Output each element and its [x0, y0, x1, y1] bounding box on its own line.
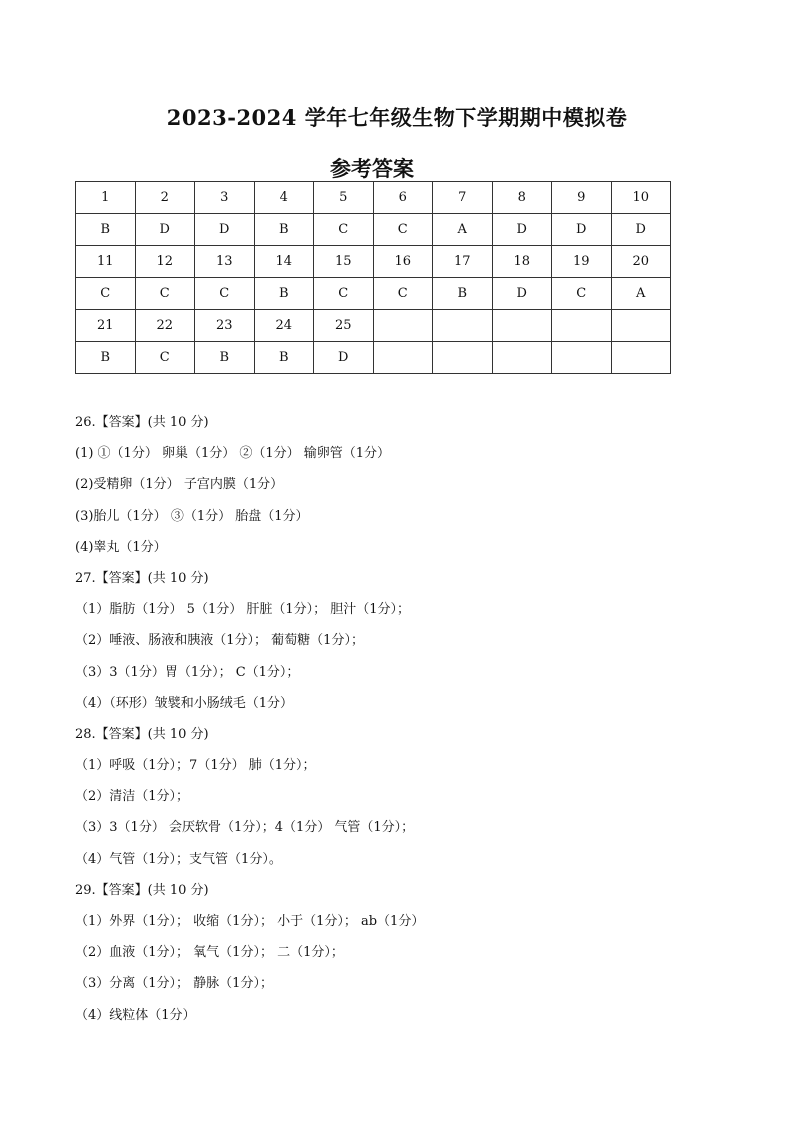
- answer-line: （4）气管（1分）；支气管（1分）。: [75, 851, 282, 867]
- table-cell: 6: [373, 182, 433, 214]
- table-cell: 13: [195, 246, 255, 278]
- table-cell: [433, 342, 493, 374]
- question-heading: 29.【答案】(共 10 分): [75, 882, 209, 898]
- answer-line: （2）清洁（1分）；: [75, 789, 190, 805]
- table-cell: 1: [76, 182, 136, 214]
- table-cell: [433, 310, 493, 342]
- table-cell: B: [433, 278, 493, 310]
- table-cell: 10: [611, 182, 671, 214]
- table-cell: 17: [433, 246, 493, 278]
- table-cell: 11: [76, 246, 136, 278]
- question-heading: 28.【答案】(共 10 分): [75, 726, 209, 742]
- table-cell: 9: [552, 182, 612, 214]
- table-row: [76, 342, 671, 374]
- table-cell: [611, 342, 671, 374]
- table-cell: D: [135, 214, 195, 246]
- table-cell: D: [611, 214, 671, 246]
- answer-line: （2）唾液、肠液和胰液（1分）； 葡萄糖（1分）；: [75, 633, 364, 649]
- table-cell: 12: [135, 246, 195, 278]
- table-cell: 14: [254, 246, 314, 278]
- table-cell: C: [552, 278, 612, 310]
- question-heading: 27.【答案】(共 10 分): [75, 570, 209, 586]
- table-cell: C: [195, 278, 255, 310]
- answer-explanations: [75, 407, 735, 1031]
- table-cell: C: [314, 214, 374, 246]
- table-cell: 20: [611, 246, 671, 278]
- table-cell: 15: [314, 246, 374, 278]
- table-cell: B: [76, 342, 136, 374]
- table-cell: D: [314, 342, 374, 374]
- table-row: [76, 246, 671, 278]
- answer-table: [75, 181, 671, 374]
- answer-line: （4）（环形）皱襞和小肠绒毛（1分）: [75, 695, 294, 711]
- table-cell: 4: [254, 182, 314, 214]
- table-cell: D: [195, 214, 255, 246]
- answer-line: （1）呼吸（1分）；7（1分） 肺（1分）；: [75, 758, 316, 774]
- table-cell: 22: [135, 310, 195, 342]
- table-cell: [611, 310, 671, 342]
- page-subtitle: 参考答案: [330, 156, 414, 181]
- question-heading: 26.【答案】(共 10 分): [75, 415, 209, 430]
- table-cell: C: [373, 278, 433, 310]
- answer-line: (4)睾丸（1分）: [75, 539, 167, 555]
- table-cell: 21: [76, 310, 136, 342]
- table-cell: 8: [492, 182, 552, 214]
- table-cell: B: [254, 342, 314, 374]
- table-cell: B: [254, 214, 314, 246]
- table-cell: [492, 342, 552, 374]
- table-cell: 2: [135, 182, 195, 214]
- answer-line: （3）3（1分） 会厌软骨（1分）；4（1分） 气管（1分）；: [75, 820, 415, 836]
- answer-line: (2)受精卵（1分） 子宫内膜（1分）: [75, 477, 284, 493]
- answer-line: (1) ①（1分） 卵巢（1分） ②（1分） 输卵管（1分）: [75, 446, 391, 462]
- answer-line: （4）线粒体（1分）: [75, 1007, 196, 1023]
- table-cell: B: [254, 278, 314, 310]
- table-row: [76, 278, 671, 310]
- table-row: [76, 310, 671, 342]
- table-cell: [492, 310, 552, 342]
- table-cell: C: [135, 278, 195, 310]
- page-title: 2023-2024 学年七年级生物下学期期中模拟卷: [166, 105, 628, 130]
- answer-line: （3）分离（1分）； 静脉（1分）；: [75, 976, 273, 992]
- answer-line: （1）脂肪（1分） 5（1分） 肝脏（1分）； 胆汁（1分）；: [75, 602, 411, 618]
- table-cell: 7: [433, 182, 493, 214]
- table-cell: C: [373, 214, 433, 246]
- table-cell: B: [195, 342, 255, 374]
- table-row: [76, 182, 671, 214]
- table-cell: 24: [254, 310, 314, 342]
- table-cell: 3: [195, 182, 255, 214]
- table-cell: 5: [314, 182, 374, 214]
- table-cell: D: [552, 214, 612, 246]
- table-cell: C: [314, 278, 374, 310]
- table-cell: [552, 310, 612, 342]
- table-cell: D: [492, 214, 552, 246]
- table-row: [76, 214, 671, 246]
- table-cell: [552, 342, 612, 374]
- answer-line: （1）外界（1分）； 收缩（1分）； 小于（1分）； ab（1分）: [75, 914, 425, 929]
- answer-line: （3）3（1分）胃（1分）； C（1分）；: [75, 664, 300, 680]
- table-cell: [373, 342, 433, 374]
- table-cell: 25: [314, 310, 374, 342]
- answer-line: （2）血液（1分）； 氧气（1分）； 二（1分）；: [75, 945, 344, 961]
- table-cell: C: [76, 278, 136, 310]
- answer-line: (3)胎儿（1分） ③（1分） 胎盘（1分）: [75, 508, 309, 524]
- table-cell: 19: [552, 246, 612, 278]
- table-cell: D: [492, 278, 552, 310]
- table-cell: 18: [492, 246, 552, 278]
- table-cell: [373, 310, 433, 342]
- table-cell: A: [611, 278, 671, 310]
- table-cell: B: [76, 214, 136, 246]
- table-cell: C: [135, 342, 195, 374]
- table-cell: A: [433, 214, 493, 246]
- table-cell: 16: [373, 246, 433, 278]
- table-cell: 23: [195, 310, 255, 342]
